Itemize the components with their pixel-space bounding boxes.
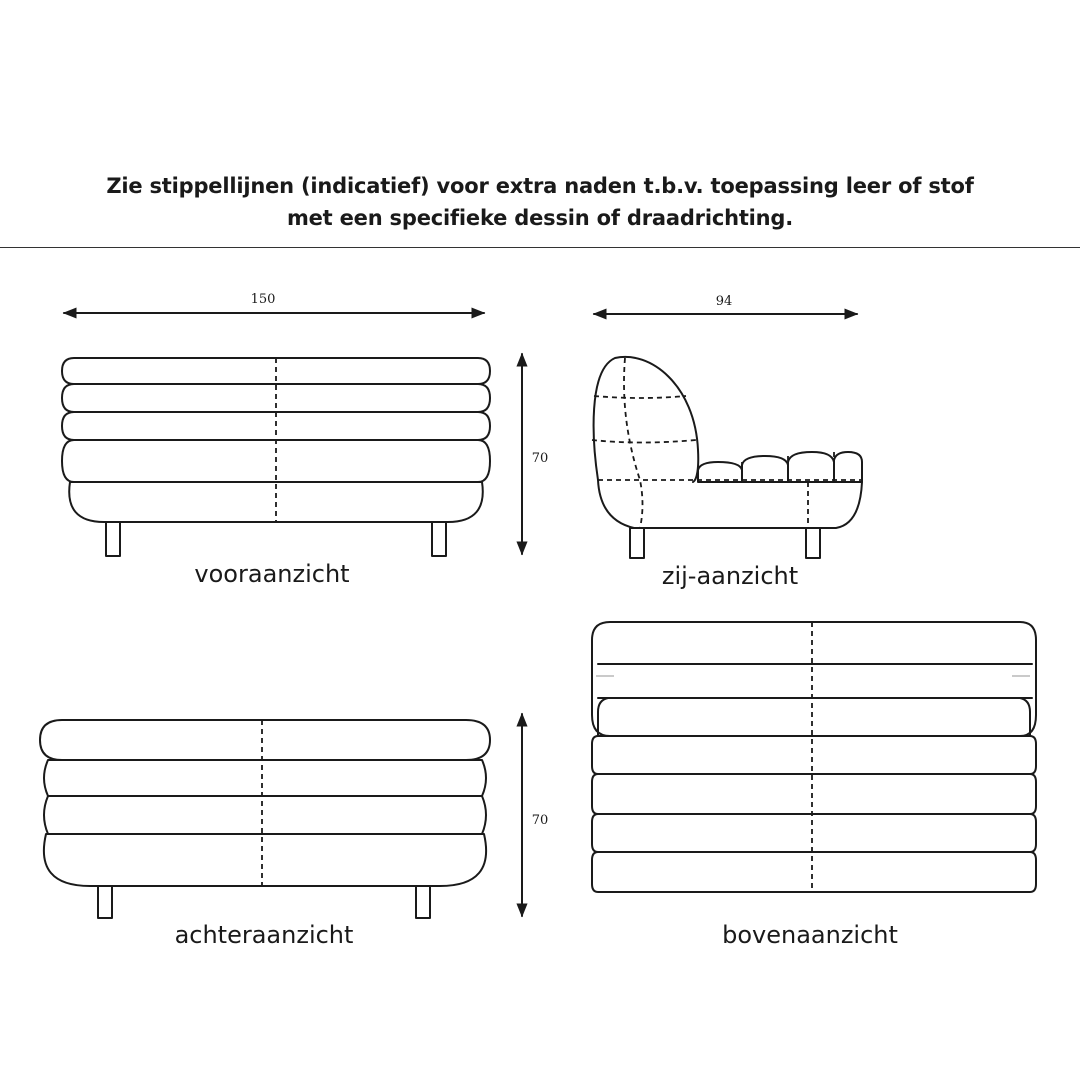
top-view [592,622,1036,949]
back-view [40,714,548,949]
back-cushion-3 [44,796,486,834]
instruction-line-1: Zie stippellijnen (indicatief) voor extra naden t.b.v. toepassing leer of stof [106,174,974,198]
back-base [44,834,486,886]
side-base [598,480,862,528]
height-dimension-label: 70 [531,451,549,466]
back-cushion-2 [44,760,486,796]
side-seat-cushion-3 [788,452,834,482]
side-backrest [594,357,699,482]
top-view-caption: bovenaanzicht [722,921,898,949]
back-cushion-1 [40,720,490,760]
top-seat-row-1 [592,736,1036,774]
top-seat-row-3 [592,814,1036,852]
front-view [62,292,548,588]
top-backrest [592,622,1036,736]
side-seat-cushion-1 [698,462,742,482]
side-leg-front [630,528,644,558]
top-seat-row-4 [592,852,1036,892]
instruction-line-2: met een specifieke dessin of draadrichting. [286,206,794,230]
depth-dimension-label: 94 [715,294,733,309]
front-leg-right [432,522,446,556]
side-seam-lines [592,358,862,528]
front-view-caption: vooraanzicht [194,560,350,588]
top-backrest-inner [598,664,1032,736]
side-view-caption: zij-aanzicht [661,562,799,590]
side-leg-back [806,528,820,558]
side-seat-cushion-4 [834,452,862,482]
back-view-caption: achteraanzicht [174,921,354,949]
back-height-dimension-label: 70 [531,813,549,828]
side-view [592,294,862,590]
back-leg-right [416,886,430,918]
top-seat-row-2 [592,774,1036,814]
front-leg-left [106,522,120,556]
side-seat-cushion-2 [742,456,788,482]
back-leg-left [98,886,112,918]
width-dimension-label: 150 [250,292,276,307]
